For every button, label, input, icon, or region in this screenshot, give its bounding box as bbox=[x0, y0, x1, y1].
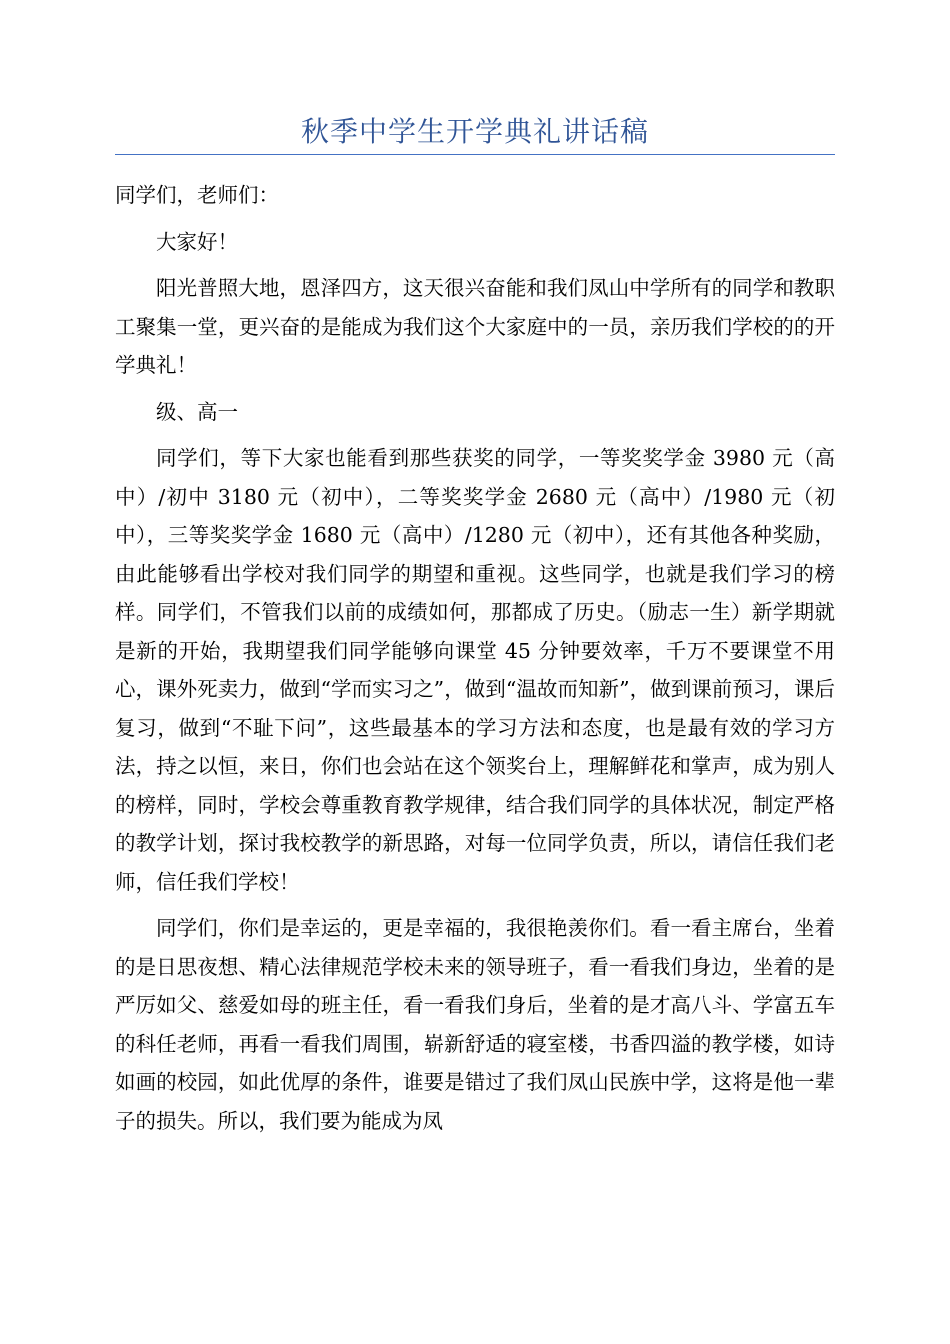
greeting-paragraph: 大家好！ bbox=[156, 229, 238, 254]
document-body bbox=[115, 176, 835, 1148]
heading-paragraph: 级、高一 bbox=[156, 399, 238, 424]
document-title: 秋季中学生开学典礼讲话稿 bbox=[300, 115, 649, 148]
salutation-paragraph: 同学们，老师们： bbox=[115, 183, 279, 207]
body-paragraph: 阳光普照大地，恩泽四方，这天很兴奋能和我们凤山中学所有的同学和教职工聚集一堂，更兴奋的是能成为我们这个大家庭中的一员，亲历我们学校的的开学典礼！ bbox=[115, 276, 835, 377]
title-underline bbox=[115, 154, 835, 155]
body-paragraph: 同学们，你们是幸运的，更是幸福的，我很艳羡你们。看一看主席台，坐着的是日思夜想、精心法律规范学校未来的领导班子，看一看我们身边，坐着的是严厉如父、慈爱如母的班主任，看一看我们身后，坐着的是才高八斗、学富五车的科任老师，再看一看我们周围，崭新舒适的寝室楼，书香四溢的教学楼，如诗如画的校园，如此优厚的条件，谁要是错过了我们凤山民族中学，这将是他一辈子的损失。所以，我们要为能成为凤 bbox=[115, 916, 835, 1133]
body-paragraph: 同学们，等下大家也能看到那些获奖的同学，一等奖奖学金 3980 元（高中）/初中 3180 元（初中），二等奖奖学金 2680 元（高中）/1980 元（初中），三等奖奖学金 1680 元（高中）/1280 元（初中），还有其他各种奖励，由此能够看出学校对我们同学的期望和重视。这些同学，也就是我们学习的榜样。同学们，不管我们以前的成绩如何，那都成了历史。（励志一生）新学期就是新的开始，我期望我们同学能够向课堂 45 分钟要效率，千万不要课堂不用心，课外死卖力，做到“学而实习之”，做到“温故而知新”，做到课前预习，课后复习，做到“不耻下问”，这些最基本的学习方法和态度，也是最有效的学习方法，持之以恒，来日，你们也会站在这个领奖台上，理解鲜花和掌声，成为别人的榜样，同时，学校会尊重教育教学规律，结合我们同学的具体状况，制定严格的教学计划，探讨我校教学的新思路，对每一位同学负责，所以，请信任我们老师，信任我们学校！ bbox=[115, 446, 835, 894]
